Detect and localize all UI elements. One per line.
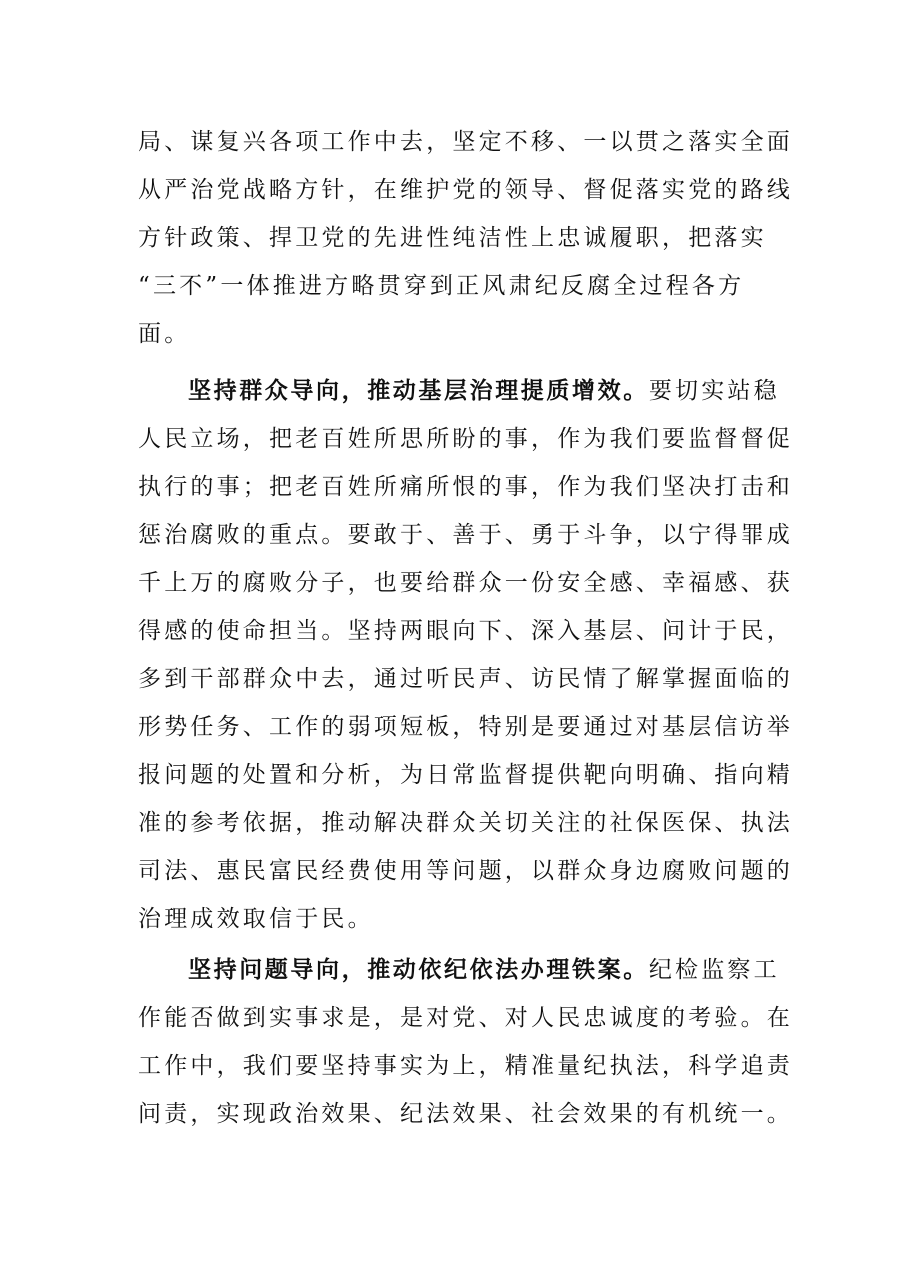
paragraph-2-line-12: 治理成效取信于民。: [138, 906, 374, 932]
paragraph-1-line-5: 面。: [138, 321, 191, 347]
paragraph-2-line-4: 惩治腐败的重点。要敢于、善于、勇于斗争，以宁得罪成: [138, 522, 793, 548]
paragraph-1-line-3: 方针政策、捍卫党的先进性纯洁性上忠诚履职，把落实: [138, 225, 767, 251]
paragraph-2-line-1: [138, 376, 780, 406]
paragraph-2-line-6: 得感的使命担当。坚持两眼向下、深入基层、问计于民，: [138, 618, 793, 644]
paragraph-2-line-9: 报问题的处置和分析，为日常监督提供靶向明确、指向精: [138, 762, 793, 788]
paragraph-2-line-3: 执行的事；把老百姓所痛所恨的事，作为我们坚决打击和: [138, 474, 793, 500]
paragraph-3-heading: 坚持问题导向，推动依纪依法办理铁案。: [188, 957, 649, 983]
paragraph-3-line-3: 工作中，我们要坚持事实为上，精准量纪执法，科学追责: [138, 1053, 793, 1079]
paragraph-1-line-4: “三不”一体推进方略贯穿到正风肃纪反腐全过程各方: [138, 273, 745, 299]
paragraph-2-line-2: 人民立场，把老百姓所思所盼的事，作为我们要监督督促: [138, 426, 793, 452]
paragraph-2-line-10: 准的参考依据，推动解决群众关切关注的社保医保、执法: [138, 810, 793, 836]
paragraph-3-line-4: 问责，实现政治效果、纪法效果、社会效果的有机统一。: [138, 1101, 793, 1127]
paragraph-1-line-2: 从严治党战略方针，在维护党的领导、督促落实党的路线: [138, 177, 793, 203]
paragraph-2-line-5: 千上万的腐败分子，也要给群众一份安全感、幸福感、获: [138, 570, 793, 596]
paragraph-2-line-11: 司法、惠民富民经费使用等问题，以群众身边腐败问题的: [138, 858, 793, 884]
paragraph-2-line-7: 多到干部群众中去，通过听民声、访民情了解掌握面临的: [138, 666, 793, 692]
paragraph-2-line-8: 形势任务、工作的弱项短板，特别是要通过对基层信访举: [138, 714, 793, 740]
paragraph-3-first-line-text: 纪检监察工: [648, 957, 780, 983]
paragraph-2-heading: 坚持群众导向，推动基层治理提质增效。: [188, 378, 649, 404]
paragraph-2-first-line-text: 要切实站稳: [648, 378, 780, 404]
paragraph-3-line-1: [138, 955, 780, 985]
paragraph-3-line-2: 作能否做到实事求是，是对党、对人民忠诚度的考验。在: [138, 1005, 793, 1031]
paragraph-1-line-1: 局、谋复兴各项工作中去，坚定不移、一以贯之落实全面: [138, 129, 793, 155]
